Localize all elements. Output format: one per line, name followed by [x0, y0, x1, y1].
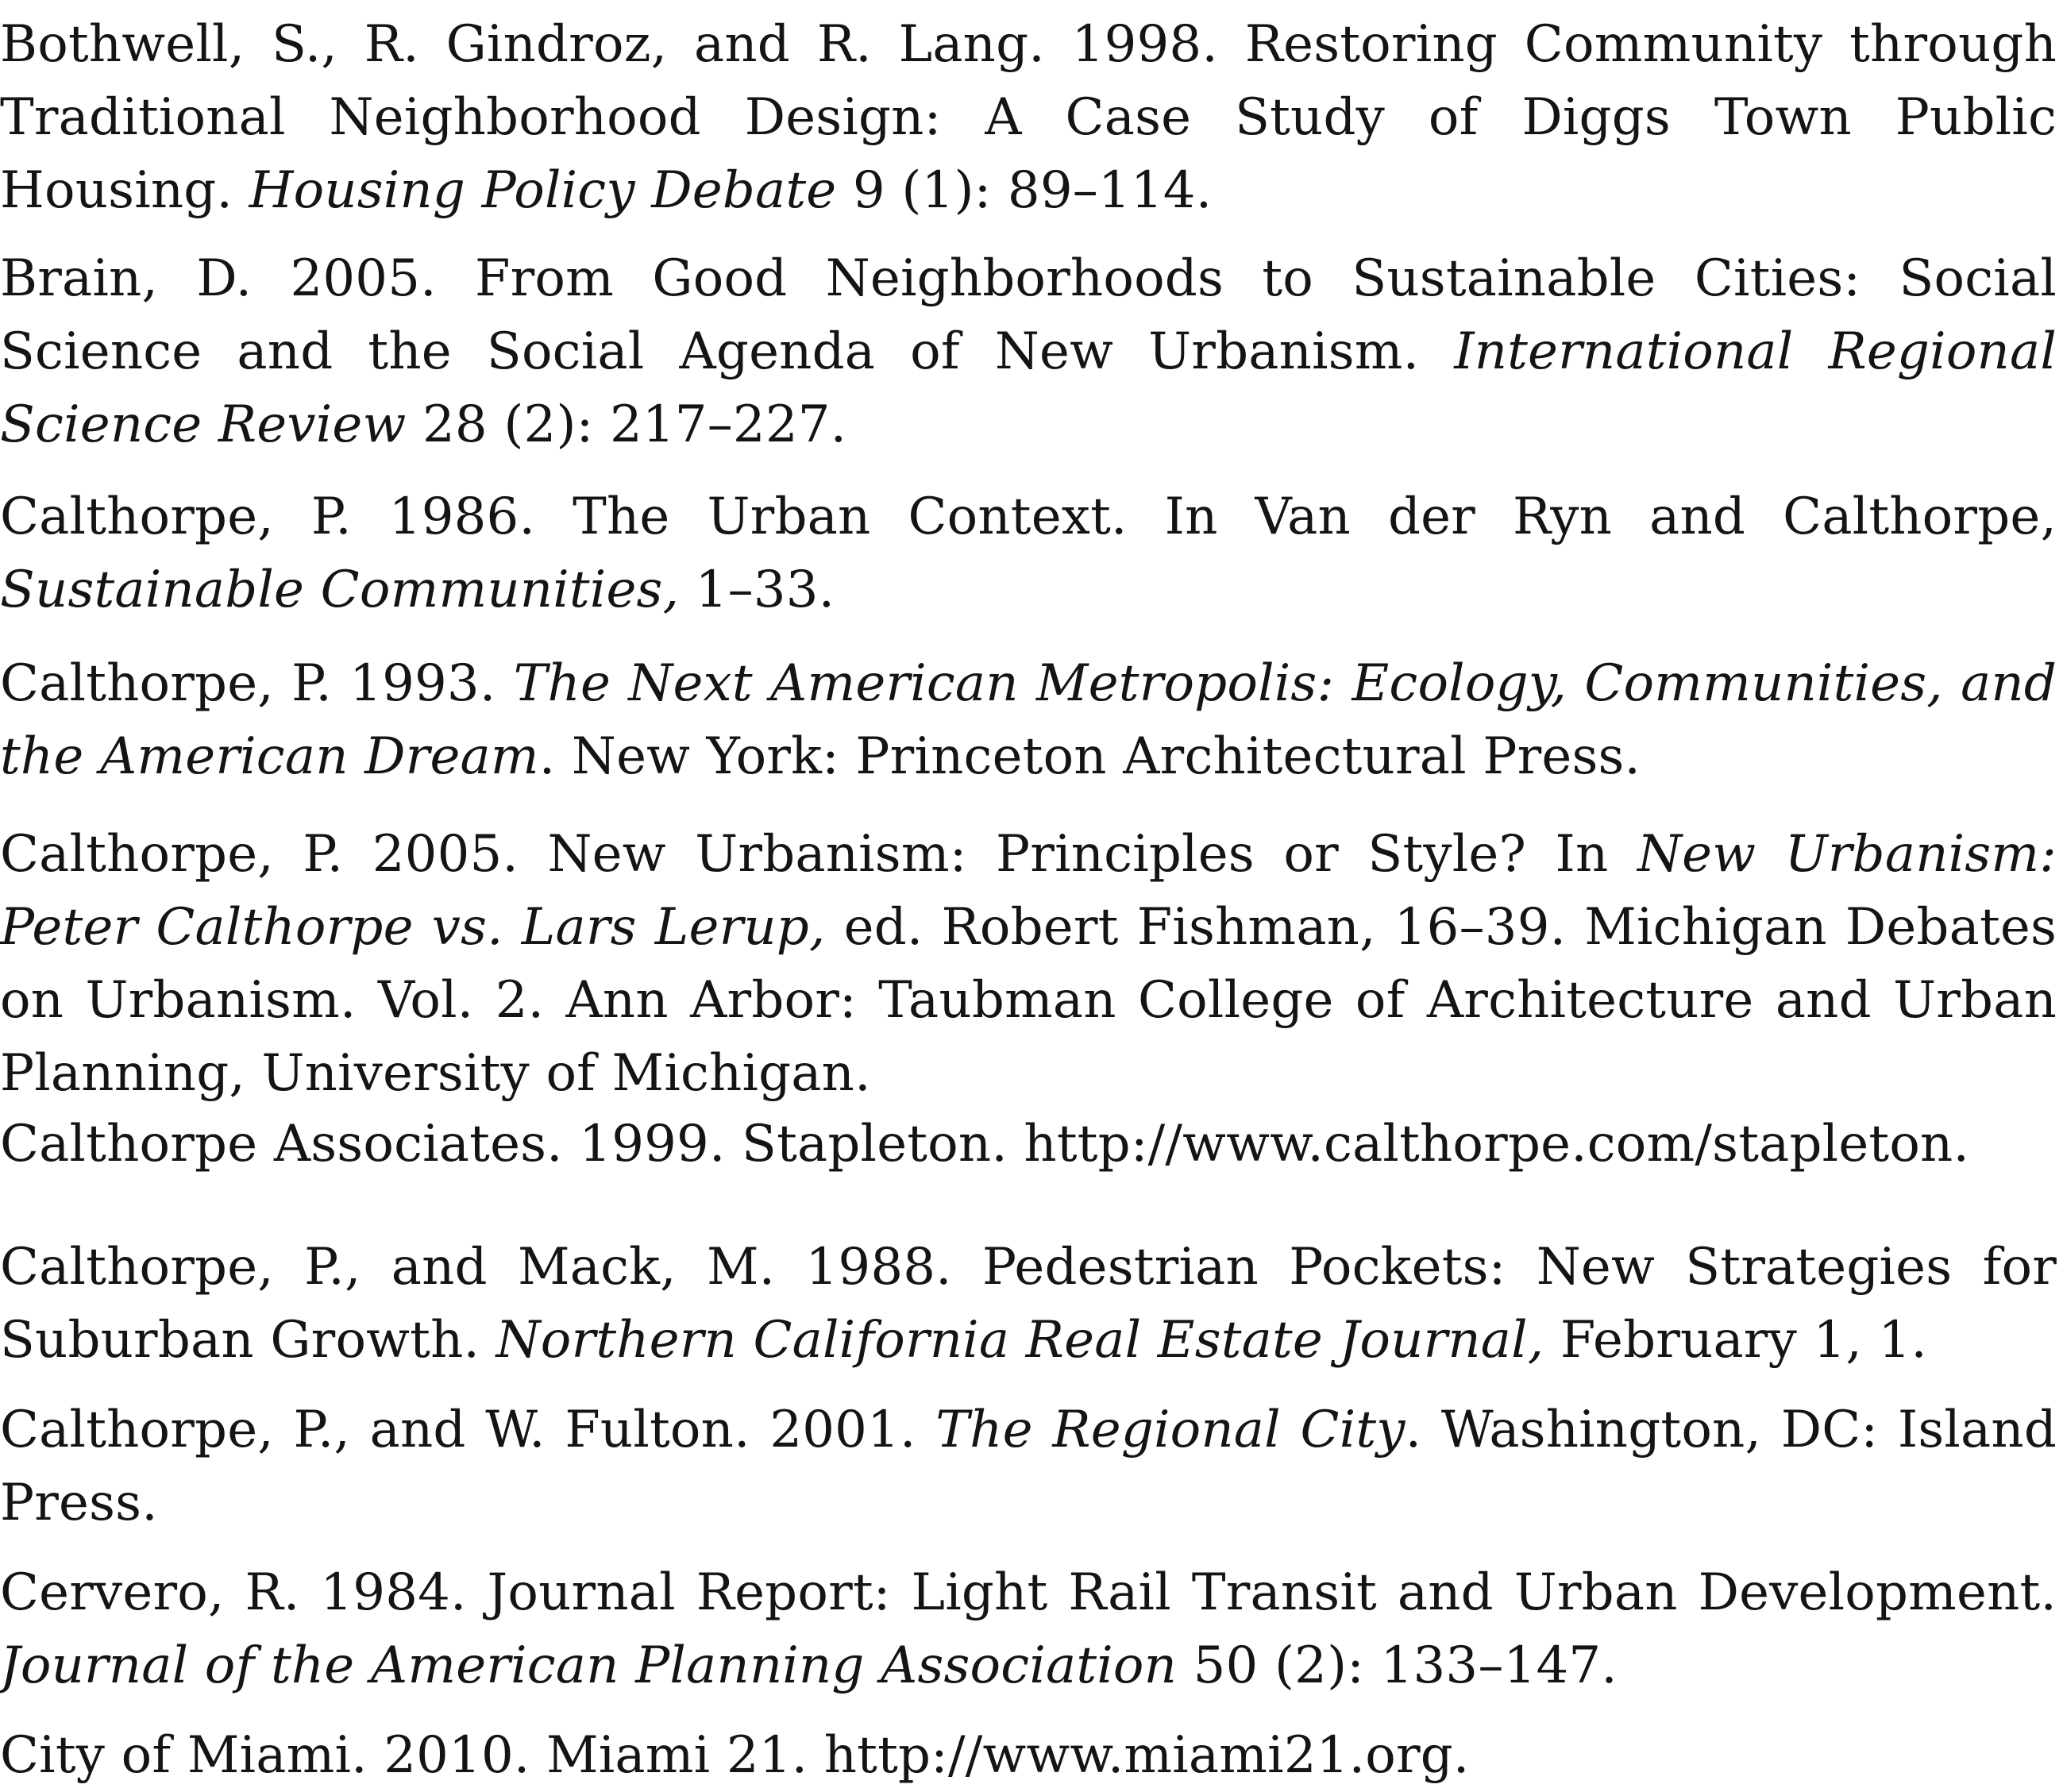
- ref-italic-title: Housing Policy Debate: [249, 161, 837, 220]
- reference-entry-calthorpe-1986: [0, 480, 2057, 626]
- ref-text: Calthorpe Associates. 1999. Stapleton. http://www.calthorpe.com/stapleton.: [0, 1115, 1970, 1173]
- ref-italic-title: The Regional City: [935, 1401, 1406, 1459]
- ref-text: Brain, D. 2005. From Good Neighborhoods to Sustainable Cities: Social Science and the Social Agenda of New Urbanism.: [0, 249, 2057, 381]
- ref-text: ed. Robert Fishman, 16–39. Michigan Debates on Urbanism. Vol. 2. Ann Arbor: Taubman College of Architecture and Urban Planning, University of Michigan.: [0, 898, 2057, 1103]
- ref-text: 50 (2): 133–147.: [1177, 1636, 1618, 1695]
- ref-text: Bothwell, S., R. Gindroz, and R. Lang. 1998. Restoring Community through Traditional Neighborhood Design: A Case Study of Diggs Town Public Housing.: [0, 15, 2057, 220]
- ref-text: 1–33.: [679, 561, 835, 619]
- ref-text: February 1, 1.: [1544, 1311, 1927, 1370]
- reference-entry-calthorpe-2005: [0, 818, 2057, 1110]
- ref-italic-title: The Next American Metropolis: Ecology, Communities, and the American Dream: [0, 654, 2057, 786]
- ref-italic-title: Northern California Real Estate Journal,: [496, 1311, 1544, 1370]
- ref-italic-title: New Urbanism: Peter Calthorpe vs. Lars Lerup,: [0, 825, 2057, 957]
- ref-italic-title: Journal of the American Planning Association: [0, 1636, 1178, 1695]
- reference-entry-calthorpe-1993: [0, 647, 2057, 793]
- reference-entry-bothwell-1998: [0, 8, 2057, 227]
- ref-text: . New York: Princeton Architectural Press.: [538, 727, 1641, 786]
- ref-italic-title: Sustainable Communities,: [0, 561, 680, 619]
- ref-italic-title: International Regional Science Review: [0, 322, 2057, 454]
- reference-entry-calthorpe-mack-1988: [0, 1231, 2057, 1377]
- ref-text: . Washington, DC: Island Press.: [0, 1401, 2057, 1532]
- ref-text: Calthorpe, P., and Mack, M. 1988. Pedestrian Pockets: New Strategies for Suburban Growth.: [0, 1238, 2057, 1370]
- ref-text: City of Miami. 2010. Miami 21. http://www.miami21.org.: [0, 1726, 1470, 1785]
- reference-entry-calthorpe-associates-1999: [0, 1108, 2057, 1181]
- ref-text: Calthorpe, P. 2005. New Urbanism: Principles or Style? In: [0, 825, 1637, 884]
- ref-text: Cervero, R. 1984. Journal Report: Light Rail Transit and Urban Development.: [0, 1563, 2057, 1622]
- reference-entry-calthorpe-fulton-2001: [0, 1393, 2057, 1540]
- reference-entry-cervero-1984: [0, 1556, 2057, 1702]
- reference-entry-city-of-miami-2010: [0, 1719, 2057, 1792]
- ref-text: Calthorpe, P., and W. Fulton. 2001.: [0, 1401, 936, 1459]
- ref-text: Calthorpe, P. 1986. The Urban Context. In Van der Ryn and Calthorpe,: [0, 488, 2057, 546]
- ref-text: 9 (1): 89–114.: [836, 161, 1213, 220]
- reference-entry-brain-2005: [0, 242, 2057, 461]
- ref-text: 28 (2): 217–227.: [406, 395, 847, 454]
- ref-text: Calthorpe, P. 1993.: [0, 654, 514, 713]
